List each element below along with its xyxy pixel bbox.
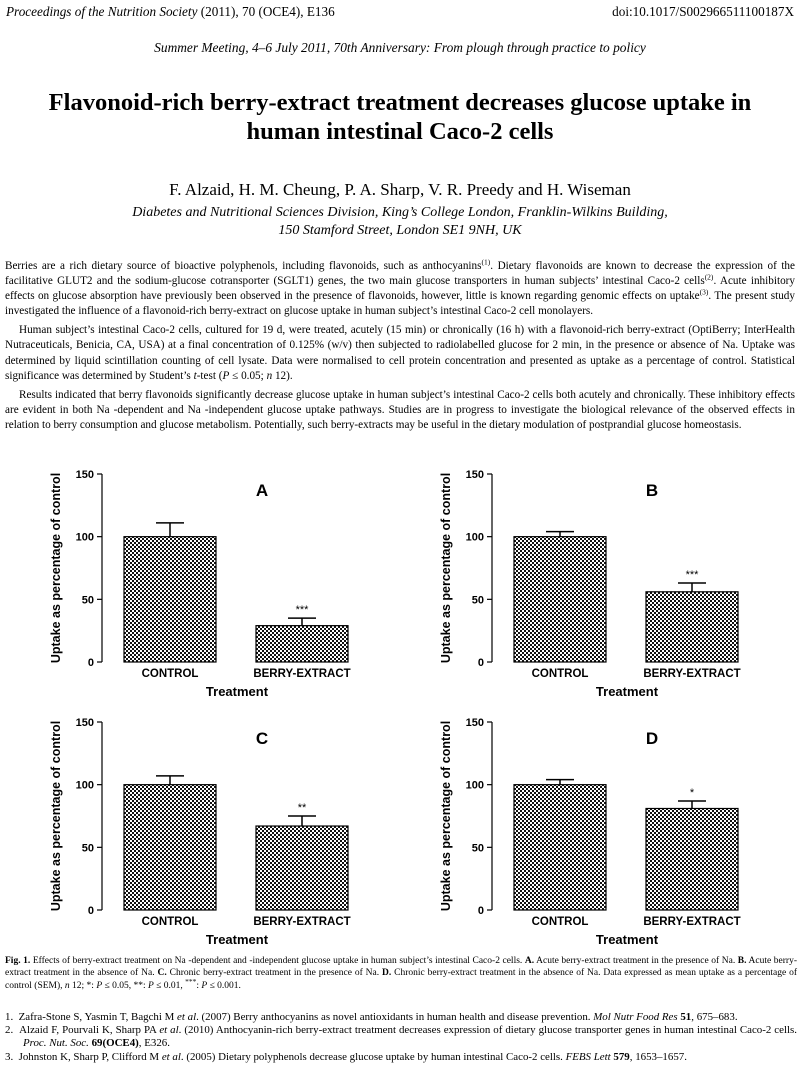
reference-1: 1. Zafra-Stone S, Yasmin T, Bagchi M et al. (2007) Berry anthocyanins as novel antioxidants in human health and disease prevention. Mol Nutr Food Res 51, 675–683. — [5, 1011, 738, 1023]
category-label: BERRY-EXTRACT — [253, 668, 351, 680]
y-tick-label: 0 — [87, 905, 94, 917]
references — [5, 1011, 797, 1064]
significance-marker: ** — [297, 802, 307, 814]
significance-marker: * — [689, 786, 695, 799]
doi: doi:10.1017/S002966511100187X — [612, 4, 794, 19]
y-tick-label: 0 — [87, 657, 94, 669]
significance-marker: *** — [295, 604, 309, 617]
y-tick-label: 150 — [75, 717, 94, 729]
category-label: CONTROL — [531, 916, 589, 928]
year-volume: (2011), 70 (OCE4), E136 — [200, 4, 335, 19]
y-tick-label: 50 — [471, 842, 484, 855]
reference-2: 2. Alzaid F, Pourvali K, Sharp PA et al. (2010) Anthocyanin-rich berry-extract treatment decreases expression of dietary glucose transporter genes in human intestinal Caco-2 cells. Proc. Nut. Soc. 69(OCE4), E326. — [5, 1024, 797, 1050]
x-axis-title: Treatment — [595, 684, 659, 699]
y-tick-label: 100 — [465, 531, 484, 544]
authors: F. Alzaid, H. M. Cheung, P. A. Sharp, V. R. Preedy and H. Wiseman — [169, 180, 631, 199]
chart-panel-b — [420, 462, 795, 702]
bar-control — [514, 537, 606, 662]
panel-letter: D — [645, 729, 659, 748]
y-tick-label: 100 — [75, 779, 94, 792]
abstract-body — [5, 259, 795, 437]
significance-marker: *** — [685, 569, 699, 582]
paragraph-2: Human subject’s intestinal Caco-2 cells, cultured for 19 d, were treated, acutely (15 min) or chronically (16 h) with a flavonoid-rich berry-extract (OptiBerry; InterHealth Nutraceuticals, Benicia, CA, USA) at a final concentration of 0.125% (w/v) then subjected to radiolabelled glucose for 2 min, in the presence or absence of Na. Uptake was determined by liquid scintillation counting of cell lysate. Data were normalised to cell protein concentration and presented as uptake as a percentage of control. Statistical significance was determined by Student’s t-test (P ≤ 0.05; n 12). — [5, 324, 795, 382]
y-tick-label: 50 — [81, 842, 94, 855]
x-axis-title: Treatment — [205, 684, 269, 699]
category-label: BERRY-EXTRACT — [253, 916, 351, 928]
paragraph-3: Results indicated that berry flavonoids significantly decrease glucose uptake in human subject’s intestinal Caco-2 cells both acutely and chronically. These inhibitory effects are evident in both Na -dependent and Na -independent glucose uptake pathways. Studies are in progress to investigate the biological relevance of the observed effects in relation to berry consumption and glucose metabolism. Potentially, such berry-extracts may be useful in the dietary modulation of postprandial glucose homeostasis. — [5, 388, 795, 431]
bar-berry-extract — [256, 626, 348, 662]
y-axis-title: Uptake as percentage of control — [439, 472, 453, 664]
category-label: CONTROL — [141, 668, 199, 680]
panel-letter: C — [255, 729, 269, 748]
running-header-journal: Proceedings of the Nutrition Society (2011), 70 (OCE4), E136 — [6, 4, 335, 19]
y-axis-title: Uptake as percentage of control — [439, 720, 453, 912]
chart-panel-d — [420, 710, 795, 950]
y-tick-label: 150 — [465, 469, 484, 481]
y-tick-label: 0 — [477, 905, 484, 917]
paragraph-1: Berries are a rich dietary source of bioactive polyphenols, including flavonoids, such as anthocyanins$^{(1)}$. Dietary flavonoids are known to decrease the expression of the facilitative GLUT2 and the sodium-glucose cotransporter (SGLT1) genes, the two main glucose transporters in human subjects’ intestinal Caco-2 cells$^{(2)}$. Acute inhibitory effects on glucose absorption have previously been observed in the presence of flavonoids, however, little is known regarding genomic effects on uptake$^{(3)}$. The present study investigated the influence of a flavonoid-rich berry-extract on glucose uptake in human subject’s intestinal Caco-2 cell monolayers. — [5, 257, 795, 318]
bar-berry-extract — [646, 808, 738, 910]
affiliation — [0, 204, 800, 240]
reference-3: 3. Johnston K, Sharp P, Clifford M et al. (2005) Dietary polyphenols decrease glucose uptake by human intestinal Caco-2 cells. FEBS Lett 579, 1653–1657. — [5, 1050, 687, 1063]
meeting-line: Summer Meeting, 4–6 July 2011, 70th Anniversary: From plough through practice to policy — [154, 40, 646, 55]
affiliation-line-2: 150 Stamford Street, London SE1 9NH, UK — [278, 223, 522, 238]
figure-caption: Fig. 1. Effects of berry-extract treatment on Na -dependent and -independent glucose uptake in human subject’s intestinal Caco-2 cells. A. Acute berry-extract treatment in the presence of Na. B. Acute berry-extract treatment in the absence of Na. C. Chronic berry-extract treatment in the presence of Na. D. Chronic berry-extract treatment in the absence of Na. Data expressed as mean uptake as a percentage of control (SEM), n 12; *: P ≤ 0.05, **: P ≤ 0.01, ***: P ≤ 0.001. — [5, 956, 797, 991]
y-tick-label: 50 — [81, 594, 94, 607]
panel-letter: B — [645, 481, 659, 500]
y-tick-label: 150 — [465, 717, 484, 729]
bar-control — [514, 785, 606, 910]
y-tick-label: 150 — [75, 469, 94, 481]
panel-letter: A — [255, 481, 269, 500]
category-label: CONTROL — [141, 916, 199, 928]
y-tick-label: 100 — [75, 531, 94, 544]
category-label: BERRY-EXTRACT — [643, 916, 741, 928]
category-label: CONTROL — [531, 668, 589, 680]
x-axis-title: Treatment — [595, 932, 659, 947]
y-tick-label: 50 — [471, 594, 484, 607]
x-axis-title: Treatment — [205, 932, 269, 947]
paper-title: Flavonoid-rich berry-extract treatment decreases glucose uptake in human intestinal Caco-2 cells — [48, 89, 752, 145]
chart-panel-a — [30, 462, 405, 702]
y-axis-title: Uptake as percentage of control — [49, 720, 63, 912]
y-tick-label: 0 — [477, 657, 484, 669]
category-label: BERRY-EXTRACT — [643, 668, 741, 680]
affiliation-line-1: Diabetes and Nutritional Sciences Division, King’s College London, Franklin-Wilkins Building, — [132, 205, 668, 220]
bar-control — [124, 785, 216, 910]
y-tick-label: 100 — [465, 779, 484, 792]
bar-berry-extract — [256, 826, 348, 910]
chart-panel-c — [30, 710, 405, 950]
bar-control — [124, 537, 216, 662]
bar-berry-extract — [646, 592, 738, 662]
y-axis-title: Uptake as percentage of control — [49, 472, 63, 664]
